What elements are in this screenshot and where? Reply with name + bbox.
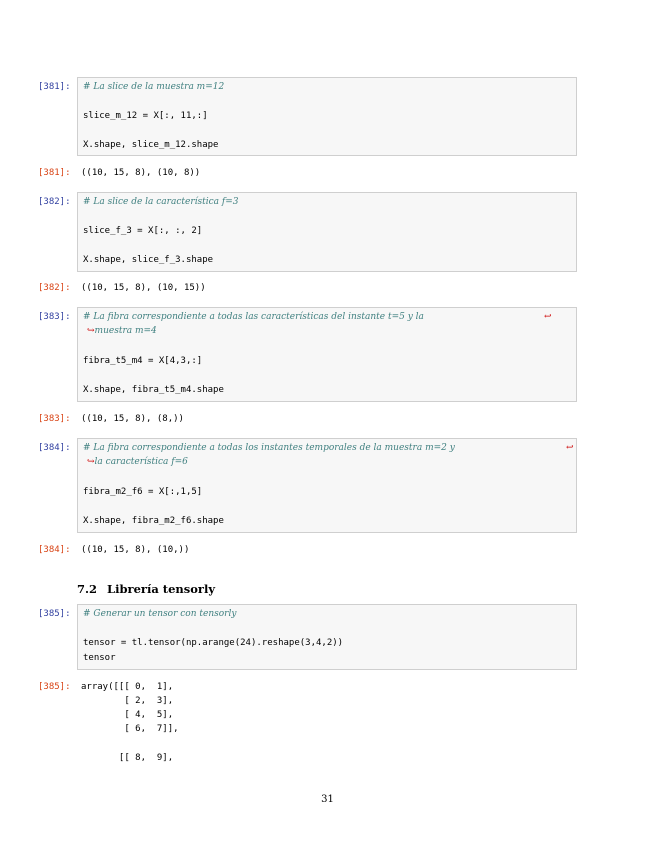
cell-output-line: [[ 8, 9], [81,753,174,763]
code-line: X.shape, fibra_t5_m4.shape [83,385,224,395]
code-comment: # La slice de la muestra m=12 [83,82,225,92]
code-cell[interactable] [77,307,577,402]
code-line: tensor [83,653,116,663]
cell-output: ((10, 15, 8), (10,)) [81,545,190,555]
section-heading [77,582,215,596]
code-comment: # La fibra correspondiente a todas las características del instante t=5 y la [83,312,424,322]
code-line: slice_m_12 = X[:, 11,:] [83,111,208,121]
input-prompt: [384]: [38,443,71,453]
code-line: slice_f_3 = X[:, :, 2] [83,226,203,236]
page-number: 31 [321,794,334,805]
output-prompt: [383]: [38,414,71,424]
code-comment-continuation: la característica f=6 [94,457,188,467]
output-prompt: [384]: [38,545,71,555]
line-continuation-icon: ↩ [544,312,552,322]
cell-output: ((10, 15, 8), (8,)) [81,414,184,424]
cell-output-line: [ 2, 3], [81,696,174,706]
code-line: fibra_m2_f6 = X[:,1,5] [83,487,203,497]
code-line: X.shape, slice_f_3.shape [83,255,214,265]
output-prompt: [382]: [38,283,71,293]
cell-output: ((10, 15, 8), (10, 15)) [81,283,206,293]
input-prompt: [383]: [38,312,71,322]
input-prompt: [385]: [38,609,71,619]
code-line: tensor = tl.tensor(np.arange(24).reshape(3,4,2)) [83,638,344,648]
code-comment: # La fibra correspondiente a todas los instantes temporales de la muestra m=2 y [83,443,455,453]
code-line: fibra_t5_m4 = X[4,3,:] [83,356,203,366]
cell-output-line: [ 6, 7]], [81,724,179,734]
line-continuation-icon: ↩ [566,443,574,453]
output-prompt: [385]: [38,682,71,692]
code-cell[interactable] [77,438,577,533]
input-prompt: [382]: [38,197,71,207]
code-cell[interactable] [77,604,577,670]
code-cell[interactable] [77,192,577,272]
cell-output: ((10, 15, 8), (10, 8)) [81,168,201,178]
code-comment: # La slice de la característica f=3 [83,197,239,207]
code-line: X.shape, slice_m_12.shape [83,140,219,150]
code-comment-continuation: muestra m=4 [94,326,157,336]
code-cell[interactable] [77,77,577,156]
section-title: Librería tensorly [107,582,216,596]
line-continuation-icon: ↪ [87,457,95,467]
input-prompt: [381]: [38,82,71,92]
section-number: 7.2 [77,582,98,596]
code-line: X.shape, fibra_m2_f6.shape [83,516,224,526]
cell-output-line: array([[[ 0, 1], [81,682,174,692]
line-continuation-icon: ↪ [87,326,95,336]
cell-output-line: [ 4, 5], [81,710,174,720]
output-prompt: [381]: [38,168,71,178]
code-comment: # Generar un tensor con tensorly [83,609,237,619]
